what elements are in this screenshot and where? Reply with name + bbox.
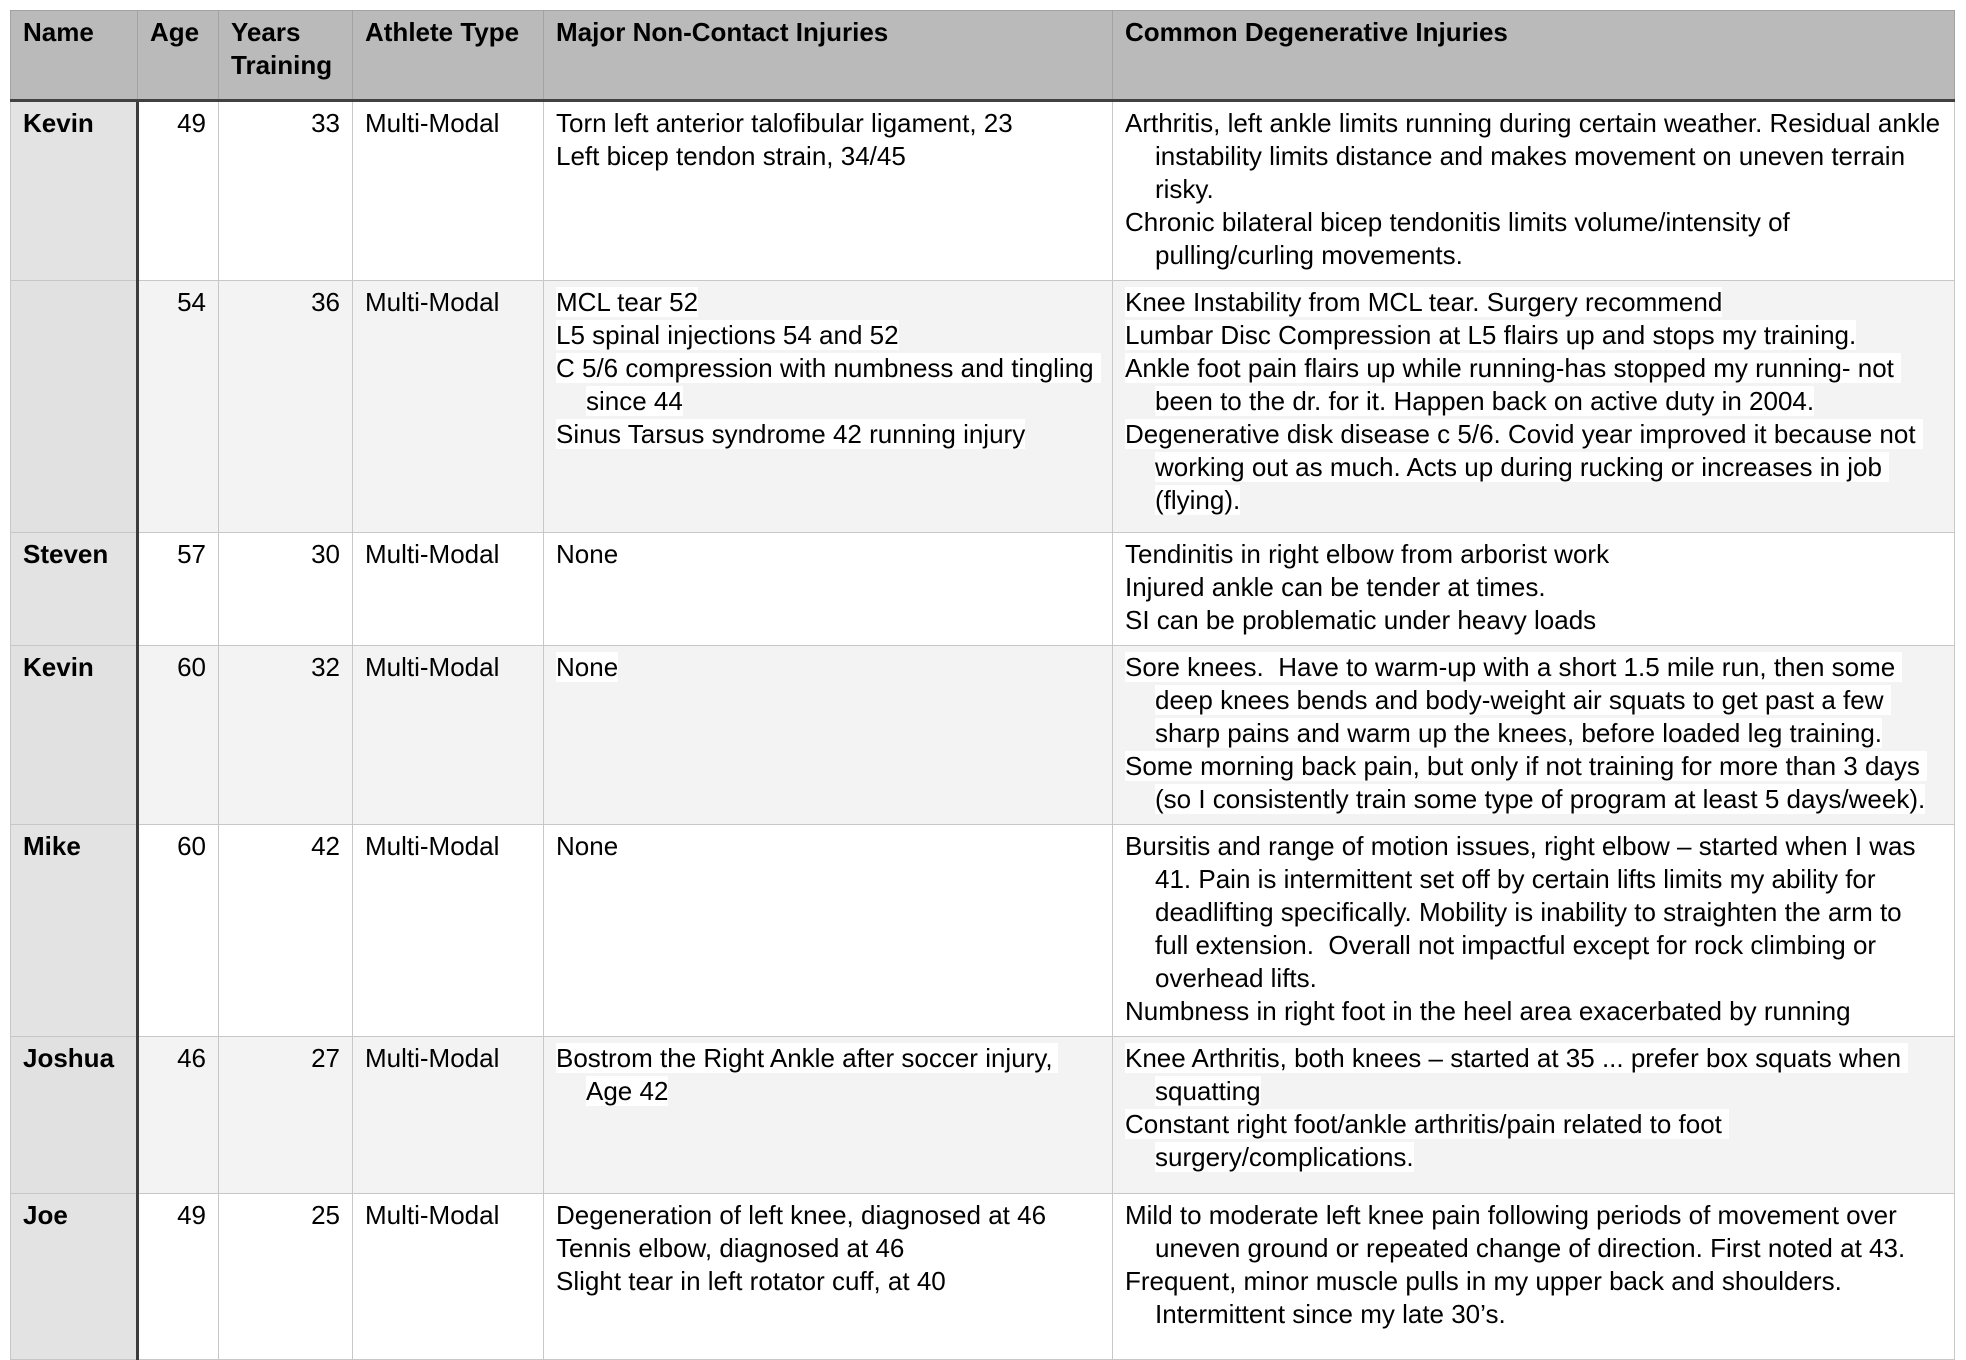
athlete-type-cell: Multi-Modal [353, 825, 544, 1037]
degenerative-injuries-cell [1113, 1037, 1955, 1194]
degenerative-injuries-cell [1113, 646, 1955, 825]
injury-entry: Ankle foot pain flairs up while running-has stopped my running- not been to the dr. for it. Happen back on active duty in 2004. [1125, 353, 1902, 416]
major-injuries-cell [544, 281, 1113, 533]
table-row [11, 281, 1955, 533]
injury-entry: Sore knees. Have to warm-up with a short 1.5 mile run, then some deep knees bends and body-weight air squats to get past a few sharp pains and warm up the knees, before loaded leg training. [1125, 652, 1903, 748]
major-injuries-cell [544, 1037, 1113, 1194]
years-training-cell: 33 [219, 101, 353, 281]
athlete-injury-table [10, 10, 1955, 1360]
header-cell-name: Name [11, 11, 138, 101]
injury-entry: Bursitis and range of motion issues, right elbow – started when I was 41. Pain is intermittent set off by certain lifts limits my ability for deadlifting specifically. Mobility is inability to straighten the arm to full extension. Overall not impactful except for rock climbing or overhead lifts. [1125, 831, 1923, 993]
degenerative-injuries-cell [1113, 533, 1955, 646]
age-cell: 57 [138, 533, 219, 646]
years-training-cell: 42 [219, 825, 353, 1037]
injury-entry: Degeneration of left knee, diagnosed at 46 [556, 1200, 1047, 1230]
header-cell-athlete-type: Athlete Type [353, 11, 544, 101]
athlete-type-cell: Multi-Modal [353, 533, 544, 646]
injury-entry: None [556, 652, 619, 682]
injury-entry: Constant right foot/ankle arthritis/pain related to foot surgery/complications. [1125, 1109, 1730, 1172]
athlete-type-cell: Multi-Modal [353, 101, 544, 281]
injury-entry: Numbness in right foot in the heel area exacerbated by running [1125, 996, 1851, 1026]
injury-entry: Chronic bilateral bicep tendonitis limits volume/intensity of pulling/curling movements. [1125, 207, 1797, 270]
age-cell: 46 [138, 1037, 219, 1194]
years-training-cell: 30 [219, 533, 353, 646]
header-cell-major-injuries: Major Non-Contact Injuries [544, 11, 1113, 101]
injury-entry: Lumbar Disc Compression at L5 flairs up and stops my training. [1125, 320, 1857, 350]
table-row [11, 646, 1955, 825]
injury-entry: Injured ankle can be tender at times. [1125, 572, 1546, 602]
injury-entry: Degenerative disk disease c 5/6. Covid year improved it because not working out as much. Acts up during rucking or increases in job (flying). [1125, 419, 1923, 515]
injury-entry: Frequent, minor muscle pulls in my upper back and shoulders. Intermittent since my late 30’s. [1125, 1266, 1850, 1329]
name-cell [11, 281, 138, 533]
major-injuries-cell [544, 101, 1113, 281]
major-injuries-cell [544, 825, 1113, 1037]
years-training-cell: 32 [219, 646, 353, 825]
degenerative-injuries-cell [1113, 1194, 1955, 1360]
degenerative-injuries-cell [1113, 281, 1955, 533]
injury-entry: Slight tear in left rotator cuff, at 40 [556, 1266, 946, 1296]
name-cell: Mike [11, 825, 138, 1037]
injury-entry: SI can be problematic under heavy loads [1125, 605, 1597, 635]
injury-entry: Some morning back pain, but only if not training for more than 3 days (so I consistently train some type of program at least 5 days/week). [1125, 751, 1928, 814]
injury-entry: L5 spinal injections 54 and 52 [556, 320, 899, 350]
table-row [11, 1194, 1955, 1360]
athlete-type-cell: Multi-Modal [353, 281, 544, 533]
injury-entry: Knee Instability from MCL tear. Surgery recommend [1125, 287, 1723, 317]
age-cell: 60 [138, 825, 219, 1037]
injury-entry: Mild to moderate left knee pain following periods of movement over uneven ground or repeated change of direction. First noted at 43. [1125, 1200, 1906, 1263]
injury-entry: MCL tear 52 [556, 287, 699, 317]
header-cell-degenerative-injuries: Common Degenerative Injuries [1113, 11, 1955, 101]
athlete-type-cell: Multi-Modal [353, 1194, 544, 1360]
injury-entry: C 5/6 compression with numbness and tingling since 44 [556, 353, 1101, 416]
injury-entry: Tennis elbow, diagnosed at 46 [556, 1233, 905, 1263]
name-cell: Steven [11, 533, 138, 646]
table-row [11, 101, 1955, 281]
table-row [11, 1037, 1955, 1194]
name-cell: Kevin [11, 101, 138, 281]
header-cell-years-training: Years Training [219, 11, 353, 101]
age-cell: 49 [138, 101, 219, 281]
name-cell: Joshua [11, 1037, 138, 1194]
injury-entry: Tendinitis in right elbow from arborist work [1125, 539, 1610, 569]
age-cell: 49 [138, 1194, 219, 1360]
header-cell-age: Age [138, 11, 219, 101]
major-injuries-cell [544, 533, 1113, 646]
degenerative-injuries-cell [1113, 101, 1955, 281]
major-injuries-cell [544, 646, 1113, 825]
injury-entry: Left bicep tendon strain, 34/45 [556, 141, 906, 171]
years-training-cell: 27 [219, 1037, 353, 1194]
injury-entry: Bostrom the Right Ankle after soccer injury, Age 42 [556, 1043, 1059, 1106]
injury-entry: Arthritis, left ankle limits running during certain weather. Residual ankle instability limits distance and makes movement on uneven terrain risky. [1125, 108, 1948, 204]
degenerative-injuries-cell [1113, 825, 1955, 1037]
injury-entry: Sinus Tarsus syndrome 42 running injury [556, 419, 1026, 449]
table-row [11, 533, 1955, 646]
table-row [11, 825, 1955, 1037]
athlete-type-cell: Multi-Modal [353, 1037, 544, 1194]
age-cell: 60 [138, 646, 219, 825]
injury-entry: None [556, 831, 619, 861]
injury-entry: None [556, 539, 619, 569]
years-training-cell: 25 [219, 1194, 353, 1360]
years-training-cell: 36 [219, 281, 353, 533]
injury-entry: Torn left anterior talofibular ligament, 23 [556, 108, 1013, 138]
age-cell: 54 [138, 281, 219, 533]
name-cell: Joe [11, 1194, 138, 1360]
injury-entry: Knee Arthritis, both knees – started at 35 ... prefer box squats when squatting [1125, 1043, 1909, 1106]
name-cell: Kevin [11, 646, 138, 825]
major-injuries-cell [544, 1194, 1113, 1360]
header-row [11, 11, 1955, 101]
athlete-type-cell: Multi-Modal [353, 646, 544, 825]
